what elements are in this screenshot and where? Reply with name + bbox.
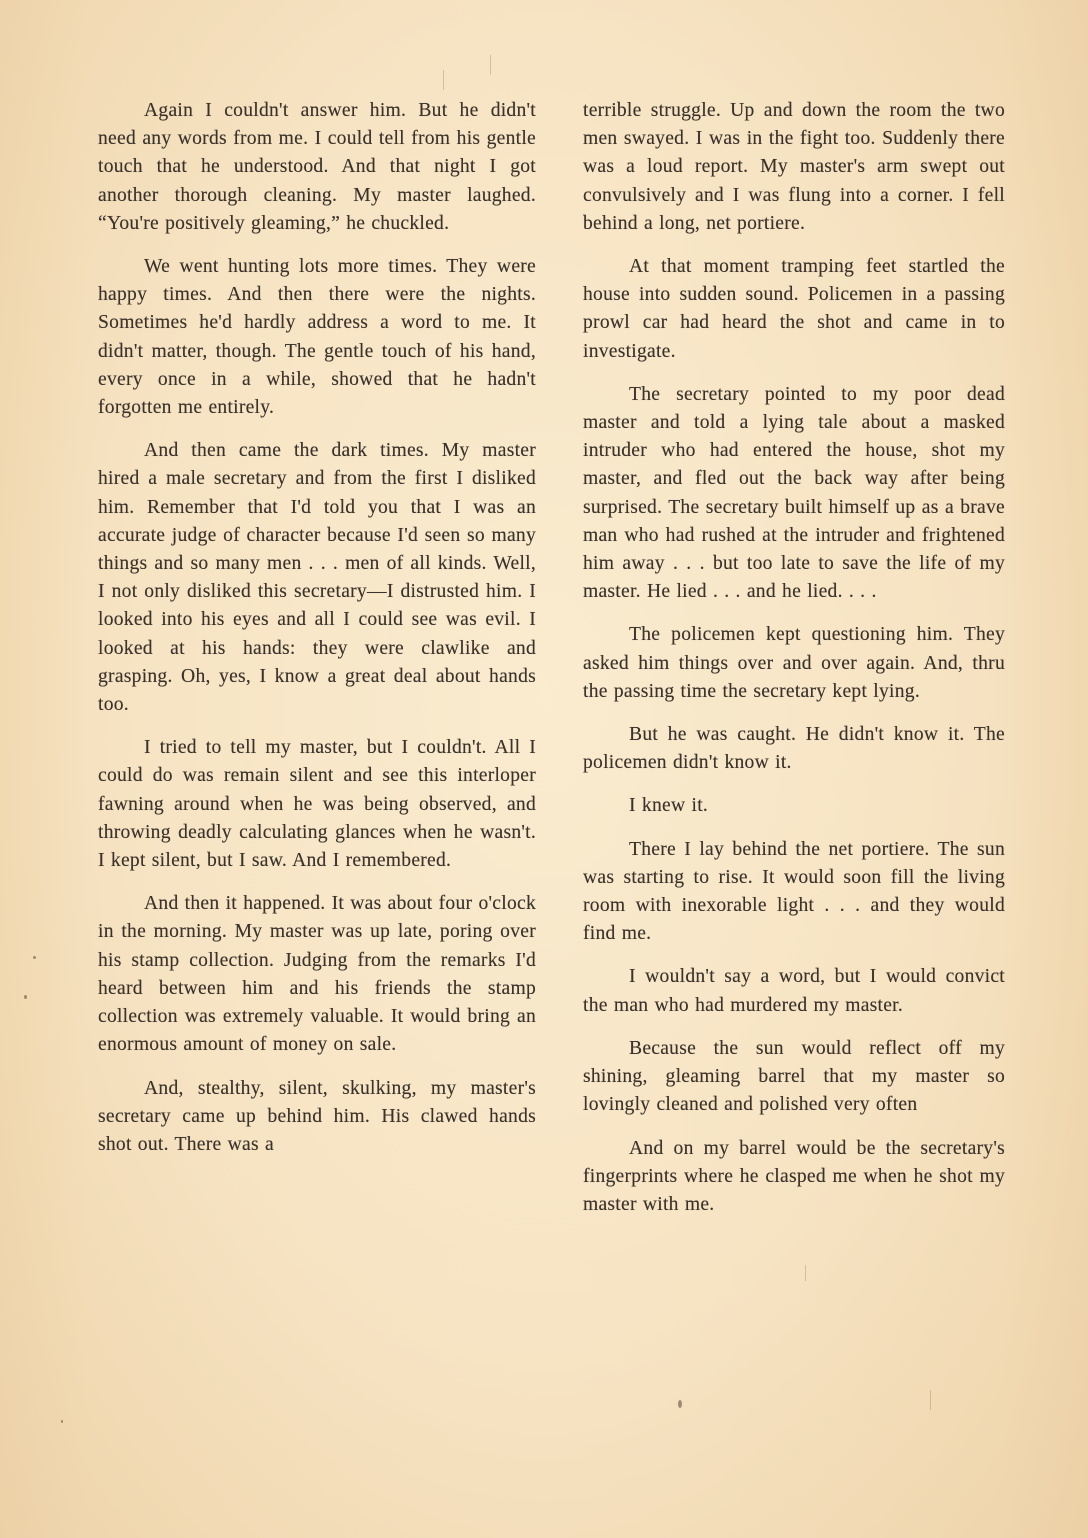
paragraph: The policemen kept questioning him. They asked him things over and over again. And, thru the passing time the secretary kept lying.	[583, 624, 1005, 702]
paper-streak	[805, 1265, 806, 1281]
paragraph: And then came the dark times. My master hired a male secretary and from the first I disliked him. Remember that I'd told you that I was an accurate judge of character because I'd seen so many things and so many men . . . men of all kinds. Well, I not only disliked this secretary—I distrusted him. I looked into his eyes and all I could see was evil. I looked at his hands: they were clawlike and grasping. Oh, yes, I know a great deal about hands too.	[98, 440, 536, 716]
paragraph-continued: terrible struggle. Up and down the room the two men swayed. I was in the fight too. Suddenly there was a loud report. My master's arm swept out convulsively and I was flung into a corner. I fell behind a long, net portiere.	[583, 100, 1005, 234]
paper-streak	[930, 1390, 931, 1410]
right-column	[583, 97, 1005, 1234]
paragraph: I knew it.	[629, 795, 709, 817]
paragraph: And, stealthy, silent, skulking, my master's secretary came up behind him. His clawed hands shot out. There was a	[98, 1077, 536, 1155]
paragraph: Again I couldn't answer him. But he didn't need any words from me. I could tell from his gentle touch that he understood. And that night I got another thorough cleaning. My master laughed. “You're positively gleaming,” he chuckled.	[98, 100, 536, 234]
paper-streak	[443, 70, 444, 90]
paper-speck	[33, 956, 36, 959]
paper-speck	[61, 1420, 63, 1423]
paper-streak	[490, 55, 491, 75]
left-column	[98, 97, 536, 1174]
paragraph: I wouldn't say a word, but I would convict the man who had murdered my master.	[583, 966, 1005, 1016]
paragraph: The secretary pointed to my poor dead master and told a lying tale about a masked intruder who had entered the house, shot my master, and fled out the back way after being surprised. The secretary built himself up as a brave man who had rushed at the intruder and frightened him away . . . but too late to save the life of my master. He lied . . . and he lied. . . .	[583, 383, 1005, 603]
paragraph: At that moment tramping feet startled the house into sudden sound. Policemen in a passing prowl car had heard the shot and came in to investigate.	[583, 256, 1005, 362]
paper-speck	[24, 995, 27, 999]
paragraph: And on my barrel would be the secretary's fingerprints where he clasped me when he shot my master with me.	[583, 1137, 1005, 1215]
paragraph: And then it happened. It was about four o'clock in the morning. My master was up late, poring over his stamp collection. Judging from the remarks I'd heard between him and his friends the stamp collection was extremely valuable. It would bring an enormous amount of money on sale.	[98, 893, 536, 1056]
paragraph: We went hunting lots more times. They were happy times. And then there were the nights. Sometimes he'd hardly address a word to me. It didn't matter, though. The gentle touch of his hand, every once in a while, showed that he hadn't forgotten me entirely.	[98, 256, 536, 419]
paragraph: But he was caught. He didn't know it. The policemen didn't know it.	[583, 724, 1005, 774]
paragraph: There I lay behind the net portiere. The sun was starting to rise. It would soon fill the living room with inexorable light . . . and they would find me.	[583, 838, 1005, 945]
paper-speck	[678, 1400, 682, 1408]
paragraph: Because the sun would reflect off my shining, gleaming barrel that my master so lovingly cleaned and polished very often	[583, 1037, 1005, 1116]
paragraph: I tried to tell my master, but I couldn't. All I could do was remain silent and see this interloper fawning around when he was being observed, and throwing deadly calculating glances when he wasn't. I kept silent, but I saw. And I remembered.	[98, 737, 536, 872]
